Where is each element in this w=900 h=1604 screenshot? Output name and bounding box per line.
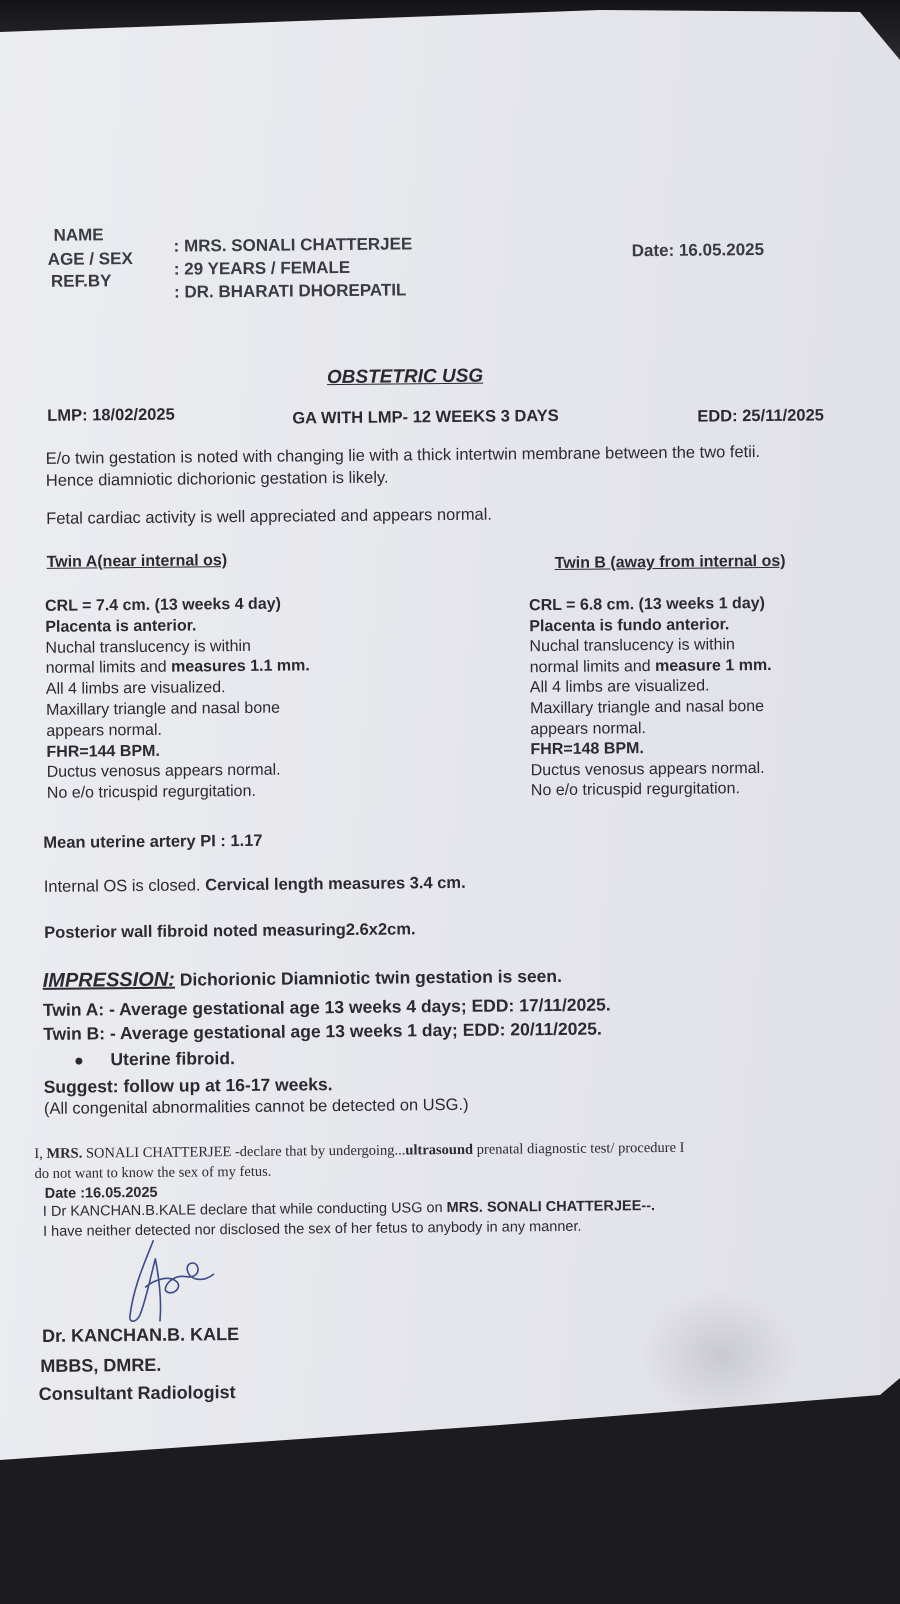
intro-line-2: Hence diamniotic dichorionic gestation is likely.	[45, 468, 389, 490]
declaration-patient: SONALI CHATTERJEE -declare that by undergoing...	[82, 1142, 406, 1162]
cervical-os	[44, 874, 466, 897]
declaration-date: Date :16.05.2025	[44, 1184, 158, 1202]
twin-b-ductus: Ductus venosus appears normal.	[530, 759, 765, 779]
declaration-line-2: do not want to know the sex of my fetus.	[34, 1163, 272, 1183]
twin-b-nt-1: Nuchal translucency is within	[529, 636, 735, 656]
report-date: Date: 16.05.2025	[631, 239, 765, 261]
twin-a-heading: Twin A(near internal os)	[46, 552, 228, 571]
declaration-i: I,	[34, 1145, 47, 1163]
twin-a-maxillary-1: Maxillary triangle and nasal bone	[45, 699, 281, 719]
doctor-role: Consultant Radiologist	[38, 1382, 236, 1404]
twin-b-heading: Twin B (away from internal os)	[554, 552, 786, 572]
ref-by-label: REF.BY	[50, 271, 112, 291]
declaration-line-4: I have neither detected nor disclosed the sex of her fetus to anybody in any manner.	[43, 1218, 582, 1240]
twin-b-limbs: All 4 limbs are visualized.	[529, 677, 710, 697]
twin-b-nt-measure: measure 1 mm.	[654, 656, 772, 675]
twin-a-limbs: All 4 limbs are visualized.	[45, 679, 226, 699]
twin-b-placenta: Placenta is fundo anterior.	[529, 615, 730, 635]
twin-b-findings	[529, 594, 773, 802]
cervical-length: Cervical length measures 3.4 cm.	[205, 873, 466, 895]
twin-a-findings	[45, 594, 311, 804]
declaration-line-3	[43, 1198, 655, 1220]
twin-a-maxillary-2: appears normal.	[46, 721, 162, 740]
twin-a-tricuspid: No e/o tricuspid regurgitation.	[46, 783, 256, 803]
name-label: NAME	[53, 225, 104, 245]
internal-os-text: Internal OS is closed.	[43, 876, 206, 896]
patient-name: : MRS. SONALI CHATTERJEE	[173, 234, 413, 256]
twin-a-placenta: Placenta is anterior.	[45, 617, 197, 636]
signature-mark	[115, 1230, 226, 1331]
cardiac-activity: Fetal cardiac activity is well appreciated and appears normal.	[46, 505, 493, 528]
impression-text: Dichorionic Diamniotic twin gestation is seen.	[174, 965, 563, 990]
twin-b-maxillary-2: appears normal.	[530, 719, 646, 738]
twin-b-crl: CRL = 6.8 cm. (13 weeks 1 day)	[529, 594, 765, 615]
twin-a-nt-1: Nuchal translucency is within	[45, 637, 251, 657]
fibroid-finding: Posterior wall fibroid noted measuring2.6x2cm.	[44, 920, 416, 942]
twin-a-nt-2-text: normal limits and	[45, 659, 172, 678]
twin-a-crl: CRL = 7.4 cm. (13 weeks 4 day)	[45, 595, 281, 615]
declaration-ultrasound: ultrasound	[405, 1141, 474, 1159]
edd-date: EDD: 25/11/2025	[697, 406, 824, 426]
twin-a-fhr: FHR=144 BPM.	[46, 742, 160, 761]
suggestion: Suggest: follow up at 16-17 weeks.	[43, 1074, 333, 1097]
ga-with-lmp: GA WITH LMP- 12 WEEKS 3 DAYS	[292, 406, 559, 428]
twin-a-ductus: Ductus venosus appears normal.	[46, 762, 281, 782]
lmp-date: LMP: 18/02/2025	[47, 405, 175, 425]
twin-b-nt-2	[530, 656, 772, 679]
impression-twin-b: Twin B: - Average gestational age 13 weeks 1 day; EDD: 20/11/2025.	[43, 1018, 602, 1044]
declaration-doctor: I Dr KANCHAN.B.KALE declare that while conducting USG on	[42, 1200, 447, 1220]
twin-b-nt-2-text: normal limits and	[529, 657, 656, 677]
report-title: OBSTETRIC USG	[326, 365, 484, 389]
impression-bullet	[75, 1048, 235, 1071]
twin-b-maxillary-1: Maxillary triangle and nasal bone	[530, 697, 765, 718]
twin-b-fhr: FHR=148 BPM.	[530, 740, 644, 759]
impression-twin-a: Twin A: - Average gestational age 13 weeks 4 days; EDD: 17/11/2025.	[42, 994, 611, 1020]
declaration-mrs: MRS.	[46, 1145, 83, 1162]
uterine-fibroid: Uterine fibroid.	[110, 1048, 235, 1070]
intro-line-1: E/o twin gestation is noted with changing lie with a thick intertwin membrane between the two fetii.	[45, 443, 761, 468]
bullet-dot	[75, 1057, 82, 1064]
declaration-line-1	[34, 1140, 684, 1163]
usg-note: (All congenital abnormalities cannot be detected on USG.)	[43, 1095, 469, 1118]
patient-age-sex: : 29 YEARS / FEMALE	[173, 257, 351, 279]
uterine-artery-pi: Mean uterine artery PI : 1.17	[43, 831, 263, 852]
referring-doctor: : DR. BHARATI DHOREPATIL	[173, 280, 407, 302]
doctor-degree: MBBS, DMRE.	[40, 1354, 162, 1376]
twin-a-nt-measure: measures 1.1 mm.	[170, 657, 310, 677]
impression-line	[43, 965, 562, 993]
age-sex-label: AGE / SEX	[47, 249, 133, 269]
declaration-patient-name: MRS. SONALI CHATTERJEE--.	[446, 1198, 656, 1217]
doctor-name: Dr. KANCHAN.B. KALE	[41, 1324, 240, 1346]
twin-b-tricuspid: No e/o tricuspid regurgitation.	[530, 780, 740, 800]
impression-label: IMPRESSION:	[42, 968, 176, 992]
twin-a-nt-2	[46, 657, 310, 680]
declaration-procedure: prenatal diagnostic test/ procedure I	[473, 1139, 685, 1158]
